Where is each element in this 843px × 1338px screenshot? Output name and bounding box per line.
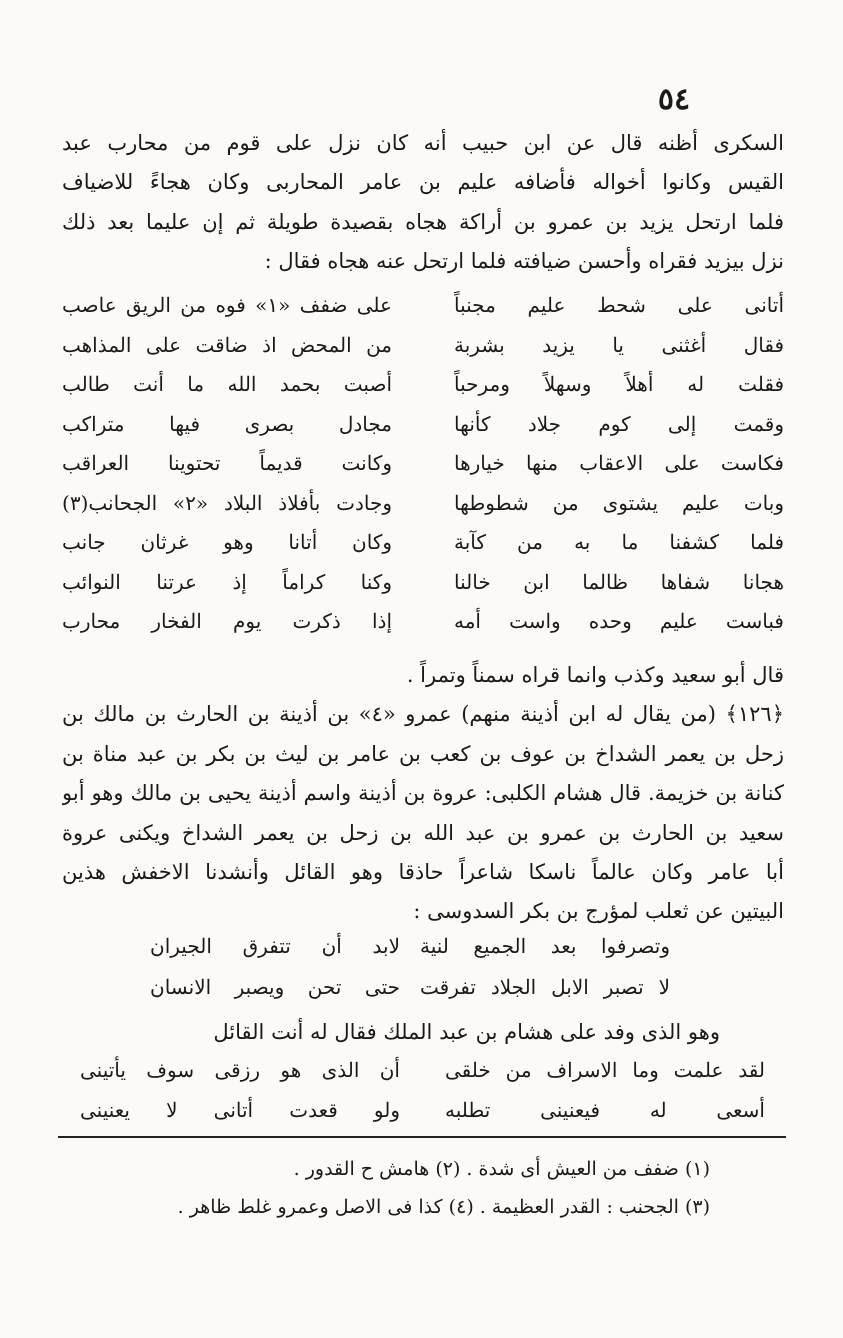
verse-hemistich-first: أسعى له فيعنينى تطلبه <box>445 1098 765 1122</box>
text-line: ﴿١٢٦﴾ (من يقال له ابن أذينة منهم) عمرو «٤» بن أذينة بن الحارث بن مالك بن <box>62 702 784 727</box>
footnote-divider <box>58 1136 786 1138</box>
verse-row <box>62 326 784 366</box>
verse-hemistich-second: من المحض اذ ضاقت على المذاهب <box>62 332 392 357</box>
verse-row <box>62 444 784 484</box>
verse-hemistich-first: لقد علمت وما الاسراف من خلقى <box>445 1058 765 1082</box>
verse-hemistich-second: مجادل بصرى فيها متراكب <box>62 411 392 436</box>
footnote: (٣) الجحنب : القدر العظيمة . (٤) كذا فى الاصل وعمرو غلط ظاهر . <box>177 1196 710 1218</box>
verse-row <box>150 926 670 967</box>
verse-row <box>62 365 784 405</box>
verse-hemistich-first: فباست عليم وحده واست أمه <box>454 609 784 633</box>
paragraph-intro <box>62 124 784 282</box>
verse-hemistich-first: وقمت إلى كوم جلاد كأنها <box>454 411 784 436</box>
verse-hemistich-second: وكانت قديماً تحتوينا العراقب <box>62 451 392 475</box>
page-number: ٥٤ <box>657 82 691 117</box>
verse-hemistich-second: حتى تحن ويصبر الانسان <box>150 975 400 999</box>
verse-hemistich-first: فكاست على الاعقاب منها خيارها <box>454 451 784 475</box>
text-line: فلما ارتحل يزيد بن عمرو بن أراكة هجاه بقصيدة طويلة ثم إن عليما بعد ذلك <box>62 209 784 234</box>
text-line: نزل بيزيد فقراه وأحسن ضيافته فلما ارتحل عنه هجاه فقال : <box>264 249 784 274</box>
verse-hemistich-first: أتانى على شحط عليم مجنباً <box>454 293 784 317</box>
text-line: البيتين عن ثعلب لمؤرج بن بكر السدوسى : <box>413 899 784 924</box>
verse-row <box>62 484 784 524</box>
text-line: القيس وكانوا أخواله فأضافه عليم بن عامر المحاربى وكان هجاءً للاضياف <box>62 170 784 195</box>
verse-hemistich-first: وبات عليم يشتوى من شطوطها <box>454 490 784 515</box>
verse-hemistich-first: فقال أغثنى يا يزيد بشربة <box>454 332 784 357</box>
text-line-intro-verse: وهو الذى وفد على هشام بن عبد الملك فقال له أنت القائل <box>213 1020 720 1044</box>
verse-hemistich-second: وكان أتانا وهو غرثان جانب <box>62 530 392 554</box>
verse-hemistich-second: إذا ذكرت يوم الفخار محارب <box>62 609 392 633</box>
verse-row <box>62 602 784 642</box>
verse-hemistich-first: فقلت له أهلاً وسهلاً ومرحباً <box>454 372 784 396</box>
text-line: سعيد بن الحارث بن عمرو بن عبد الله بن زحل بن يعمر الشداخ ويكنى عروة <box>62 820 784 845</box>
verse-hemistich-second: لابد أن تتفرق الجيران <box>150 934 400 958</box>
paragraph-entry-126 <box>62 656 784 932</box>
verse-hemistich-first: وتصرفوا بعد الجميع لنية <box>420 934 670 958</box>
text-line: أبا عامر وكان عالماً ناسكا شاعراً حاذقا وهو القائل وأنشدنا الاخفش هذين <box>62 859 784 884</box>
verse-row <box>62 523 784 563</box>
verse-hemistich-second: وجادت بأفلاذ البلاد «٢» الجحانب(٣) <box>62 490 392 515</box>
verse-hemistich-second: على ضفف «١» فوه من الريق عاصب <box>62 293 392 317</box>
final-verses <box>80 1050 765 1130</box>
verse-row <box>80 1050 765 1090</box>
verse-hemistich-second: وكنا كراماً إذ عرتنا النوائب <box>62 569 392 594</box>
verse-hemistich-first: لا تصبر الابل الجلاد تفرقت <box>420 975 670 999</box>
verse-row <box>62 563 784 603</box>
verse-row <box>62 405 784 445</box>
verse-hemistich-second: أصبت بحمد الله ما أنت طالب <box>62 372 392 396</box>
footnotes <box>177 1150 710 1226</box>
couplet-verses <box>150 926 670 1008</box>
text-line: زحل بن يعمر الشداخ بن عوف بن كعب بن عامر بن ليث بن بكر بن عبد مناة بن <box>62 741 784 766</box>
footnote: (١) ضفف من العيش أى شدة . (٢) هامش ح القدور . <box>293 1158 710 1180</box>
verse-row <box>150 967 670 1008</box>
verse-hemistich-second: ولو قعدت أتانى لا يعنينى <box>80 1098 400 1122</box>
text-line: كنانة بن خزيمة. قال هشام الكلبى: عروة بن أذينة واسم أذينة يحيى بن مالك وهو أبو <box>62 781 784 806</box>
verse-row <box>62 286 784 326</box>
verse-hemistich-first: فلما كشفنا ما به من كآبة <box>454 530 784 554</box>
verse-hemistich-second: أن الذى هو رزقى سوف يأتينى <box>80 1058 400 1082</box>
verse-row <box>80 1090 765 1130</box>
text-line: قال أبو سعيد وكذب وانما قراه سمناً وتمراً . <box>406 663 784 687</box>
poem-verses <box>62 286 784 642</box>
verse-hemistich-first: هجانا شفاها ظالما ابن خالنا <box>454 569 784 594</box>
text-line: السكرى أظنه قال عن ابن حبيب أنه كان نزل على قوم من محارب عبد <box>62 131 784 155</box>
